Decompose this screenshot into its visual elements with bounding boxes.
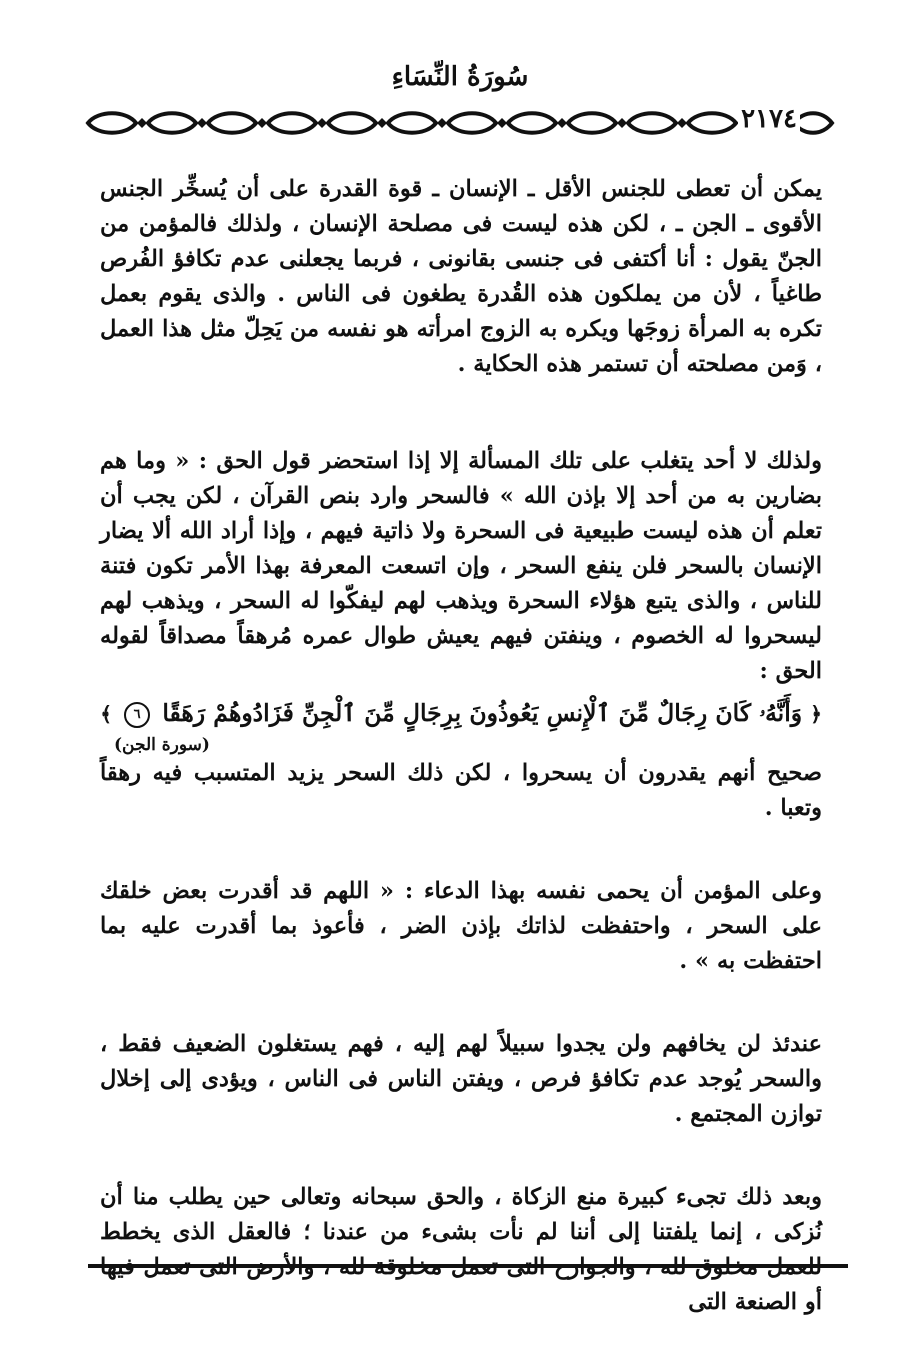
paragraph-spacer: [100, 382, 822, 444]
page-number: ٢١٧٤: [738, 104, 800, 134]
decorative-border-strip: [84, 106, 836, 140]
paragraph-4: وعلى المؤمن أن يحمى نفسه بهذا الدعاء : « اللهم قد أقدرت بعض خلقك على السحر ، واحتفظت لذاتك بإذن الضر ، فأعوذ بما أقدرت عليه بما احتفظت به » .: [100, 878, 822, 974]
ayah-number-mark: ٦: [124, 702, 150, 728]
quran-verse: [100, 693, 822, 734]
paragraph-spacer: [100, 979, 822, 1027]
footer-rule: [88, 1264, 848, 1268]
surah-title: سُورَةُ النِّسَاءِ: [391, 62, 529, 92]
paragraph-1: يمكن أن تعطى للجنس الأقل ـ الإنسان ـ قوة القدرة على أن يُسخِّر الجنس الأقوى ـ الجن ـ ، لكن هذه ليست فى مصلحة الإنسان ، ولذلك فالمؤمن من الجنّ يقول : أنا أكتفى فى جنسى بقانونى ، فربما يجعلنى عدم تكافؤ الفُرص طاغياً ، لأن من يملكون هذه القُدرة يطغون فى الناس . والذى يقوم بعمل تكره به المرأة زوجَها ويكره به الزوج امرأته هو نفسه من يَحِلّ مثل هذا العمل ، وَمن مصلحته أن تستمر هذه الحكاية .: [100, 176, 822, 377]
paragraph-3: صحيح أنهم يقدرون أن يسحروا ، لكن ذلك السحر يزيد المتسبب فيه رهقاً وتعبا .: [100, 760, 822, 821]
paragraph-spacer: [100, 826, 822, 874]
verse-reference: (سورة الجن): [114, 735, 210, 755]
verse-text: وَأَنَّهُۥ كَانَ رِجَالٌ مِّنَ ٱلْإِنسِ يَعُوذُونَ بِرِجَالٍ مِّنَ ٱلْجِنِّ فَزَادُوهُمْ رَهَقًا: [162, 699, 803, 727]
paragraph-6: وبعد ذلك تجىء كبيرة منع الزكاة ، والحق سبحانه وتعالى حين يطلب منا أن نُزكى ، إنما يلفتنا إلى أننا لم نأت بشىء من عندنا ؛ فالعقل الذى يخطط أو الصنعة التى: [100, 1184, 822, 1315]
verse-open-bracket: ﴿: [810, 702, 822, 726]
page-body: [100, 172, 822, 1320]
paragraph-spacer: [100, 1132, 822, 1180]
paragraph-2: ولذلك لا أحد يتغلب على تلك المسألة إلا إذا استحضر قول الحق : « وما هم بضارين به من أحد إلا بإذن الله » فالسحر وارد بنص القرآن ، لكن يجب أن تعلم أن هذه ليست طبيعية فى السحرة ولا ذاتية فيهم ، وإذا أراد الله ألا يضار الإنسان بالسحر فلن ينفع السحر ، وإن اتسعت المعرفة بهذا الأمر تكون فتنة للناس ، والذى يتبع هؤلاء السحرة ويذهب لهم ليفكّوا له السحر ، ويذهب لهم ليسحروا له الخصوم ، وينفتن فيهم يعيش طوال عمره مُرهقاً مصداقاً لقوله الحق :: [100, 448, 822, 684]
paragraph-5: عندئذ لن يخافهم ولن يجدوا سبيلاً لهم إليه ، فهم يستغلون الضعيف فقط ، والسحر يُوجد عدم تكافؤ فرص ، ويفتن الناس فى الناس ، ويؤدى إلى إخلال توازن المجتمع .: [100, 1031, 822, 1127]
verse-close-bracket: ﴾: [100, 702, 112, 726]
